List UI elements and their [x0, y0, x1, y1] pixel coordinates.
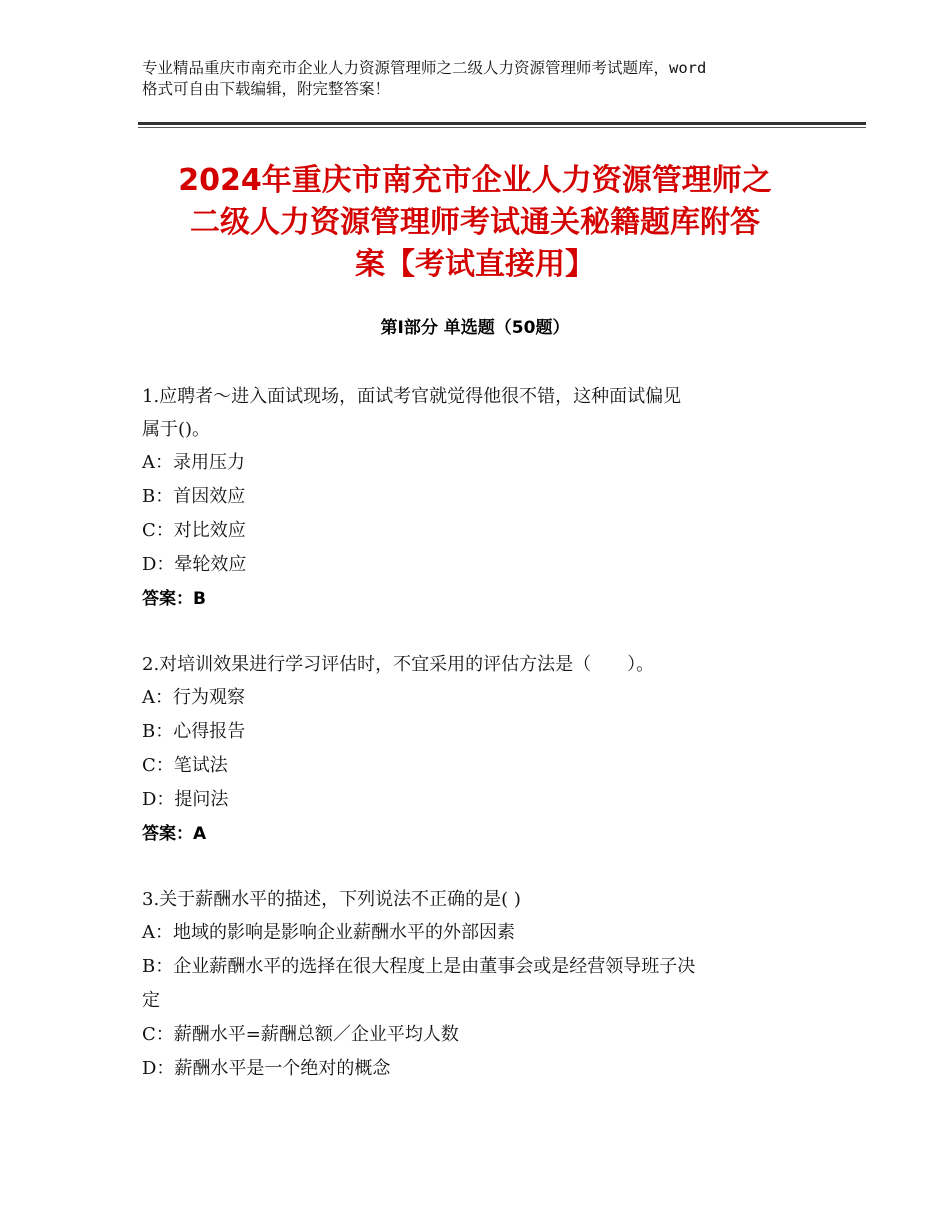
question-stem: 1.应聘者～进入面试现场，面试考官就觉得他很不错，这种面试偏见 [142, 386, 682, 407]
option-a: A：行为观察 [142, 687, 245, 708]
option-c: C：对比效应 [142, 520, 246, 541]
option-b-continued: 定 [142, 990, 160, 1011]
question-stem: 3.关于薪酬水平的描述，下列说法不正确的是( ) [142, 889, 521, 910]
question-1 [142, 380, 812, 616]
question-list [142, 380, 812, 1118]
option-a: A：地域的影响是影响企业薪酬水平的外部因素 [142, 922, 515, 943]
option-b: B：心得报告 [142, 721, 246, 742]
question-stem: 属于()。 [142, 419, 211, 440]
option-c: C：笔试法 [142, 755, 228, 776]
option-d: D：晕轮效应 [142, 554, 247, 575]
section-heading: 第Ⅰ部分 单选题（50题） [380, 318, 570, 338]
option-b: B：企业薪酬水平的选择在很大程度上是由董事会或是经营领导班子决 [142, 956, 696, 977]
header-divider [138, 122, 866, 125]
question-2 [142, 648, 812, 851]
answer-label: 答案：B [142, 589, 206, 609]
option-b: B：首因效应 [142, 486, 246, 507]
option-d: D：提问法 [142, 789, 229, 810]
header-divider-thin [138, 127, 866, 128]
document-title [120, 160, 830, 286]
header-note: 专业精品重庆市南充市企业人力资源管理师之二级人力资源管理师考试题库，word 格式可自由下载编辑，附完整答案！ [142, 59, 707, 98]
answer-label: 答案：A [142, 824, 207, 844]
option-c: C：薪酬水平=薪酬总额／企业平均人数 [142, 1024, 459, 1045]
title-line: 案【考试直接用】 [355, 247, 595, 282]
question-stem: 2.对培训效果进行学习评估时，不宜采用的评估方法是（ ）。 [142, 654, 655, 675]
question-3 [142, 883, 812, 1086]
title-line: 2024年重庆市南充市企业人力资源管理师之 [178, 163, 772, 198]
title-line: 二级人力资源管理师考试通关秘籍题库附答 [190, 205, 760, 240]
option-d: D：薪酬水平是一个绝对的概念 [142, 1058, 391, 1079]
option-a: A：录用压力 [142, 452, 245, 473]
